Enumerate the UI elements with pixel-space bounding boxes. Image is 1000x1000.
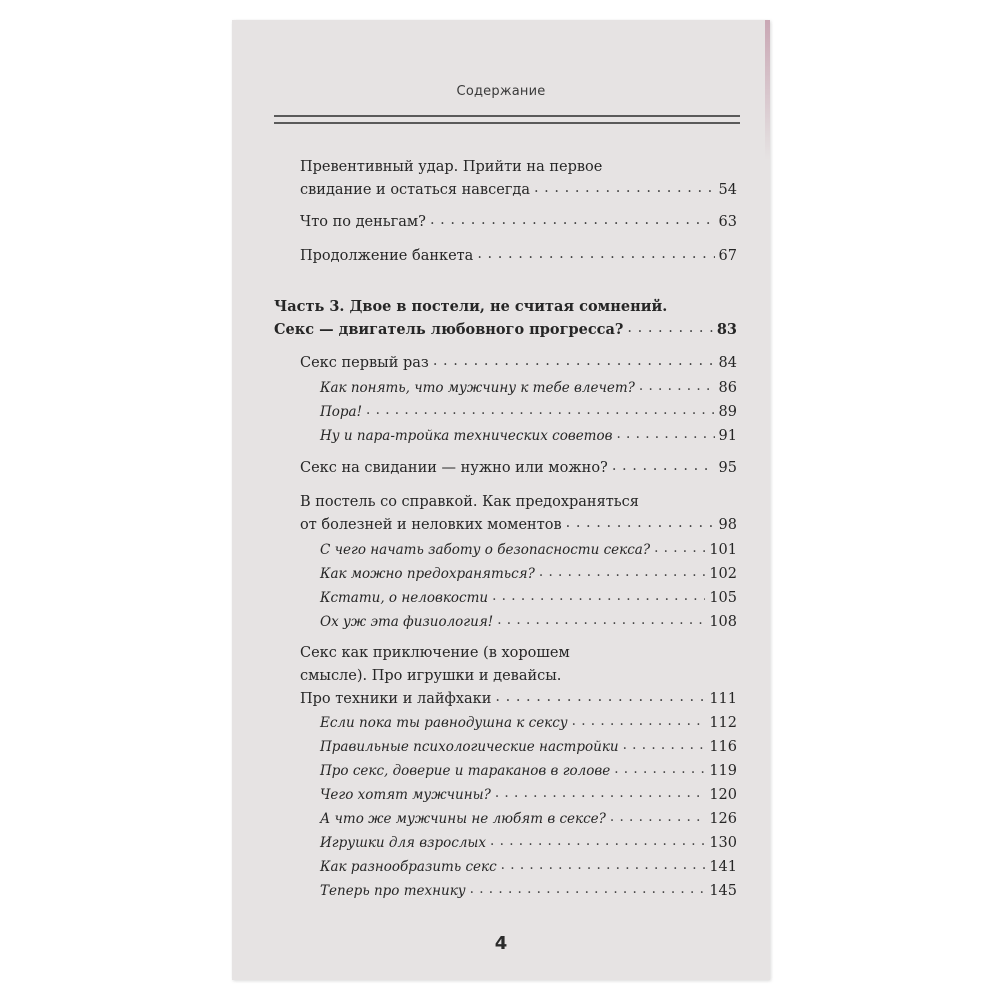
toc-entry-title: Правильные психологические настройки [320,739,619,755]
leader-dots [430,213,715,228]
leader-dots [654,542,705,556]
toc-subentry [320,855,737,879]
toc-entry-title: Как понять, что мужчину к тебе влечет? [320,380,635,396]
toc-entry-title-line: Часть 3. Двое в постели, не считая сомнений. [274,298,668,315]
toc-subentry [320,807,737,831]
toc-subentry [320,424,737,448]
toc-subentry [320,610,737,634]
toc-entry-title-line: Превентивный удар. Прийти на первое [300,159,603,175]
toc-subentry [320,879,737,903]
toc-subentry [320,831,737,855]
toc-entry-title: Про секс, доверие и тараканов в голове [320,763,611,779]
toc-subentry [320,759,737,783]
toc-page-number: 101 [709,542,737,558]
leader-dots [477,247,714,262]
toc-page-number: 84 [718,355,737,371]
leader-dots [495,787,705,801]
toc-entry-title: Секс на свидании — нужно или можно? [300,460,608,476]
toc-entry-title-line: В постель со справкой. Как предохраняться [300,494,639,510]
toc-entry [300,642,737,711]
toc-part-heading [274,295,737,341]
toc-entry [300,352,737,375]
toc-entry-title: Что по деньгам? [300,214,426,230]
toc-subentry [320,783,737,807]
toc-page-number: 98 [718,517,737,533]
leader-dots [492,590,705,604]
toc-subentry [320,711,737,735]
toc-page-number: 120 [709,787,737,803]
toc-page-number: 54 [718,182,737,198]
toc-page-number: 102 [709,566,737,582]
leader-dots [497,614,705,628]
toc-page-number: 141 [709,859,737,875]
toc-subentry [320,538,737,562]
toc-entry-title: Секс первый раз [300,355,429,371]
leader-dots [539,566,705,580]
leader-dots [610,811,705,825]
leader-dots [639,380,715,394]
leader-dots [627,321,712,336]
toc-page-number: 63 [718,214,737,230]
toc-page-number: 116 [709,739,737,755]
toc-page-number: 112 [709,715,737,731]
toc-entry-title: Если пока ты равнодушна к сексу [320,715,568,731]
toc-entry-title-line: смысле). Про игрушки и девайсы. [300,668,562,684]
toc-entry-title: от болезней и неловких моментов [300,517,562,533]
running-head: Содержание [456,84,546,99]
toc-subentry [320,376,737,400]
leader-dots [470,883,706,897]
toc-subentry [320,735,737,759]
toc-entry [300,491,737,537]
toc-page-number: 108 [709,614,737,630]
leader-dots [623,739,706,753]
toc-entry-title: Кстати, о неловкости [320,590,489,606]
toc-entry-title: Как можно предохраняться? [320,566,535,582]
toc-entry-title: Игрушки для взрослых [320,835,487,851]
toc-entry-title: Как разнообразить секс [320,859,497,875]
toc-page-number: 91 [718,428,737,444]
leader-dots [572,715,706,729]
leader-dots [534,181,715,196]
toc-entry-title: Пора! [320,404,363,420]
leader-dots [614,763,705,777]
leader-dots [501,859,706,873]
toc-entry [300,156,737,202]
toc-entry [300,211,737,234]
toc-page-number: 119 [709,763,737,779]
table-of-contents [232,20,770,980]
toc-entry-title: свидание и остаться навсегда [300,182,530,198]
toc-entry-title-line: Секс как приключение (в хорошем [300,645,570,661]
toc-page-number: 105 [709,590,737,606]
toc-page-number: 111 [709,691,737,707]
leader-dots [612,459,715,474]
toc-entry-title: Секс — двигатель любовного прогресса? [274,321,624,338]
book-page [232,20,770,980]
toc-page-number: 130 [709,835,737,851]
toc-page-number: 95 [718,460,737,476]
toc-page-number: 126 [709,811,737,827]
toc-page-number: 86 [718,380,737,396]
toc-subentry [320,400,737,424]
toc-entry-title: Теперь про технику [320,883,466,899]
toc-entry-title: С чего начать заботу о безопасности секса? [320,542,651,558]
toc-page-number: 83 [716,321,737,338]
leader-dots [490,835,705,849]
toc-entry-title: Продолжение банкета [300,248,474,264]
toc-entry-title: А что же мужчины не любят в сексе? [320,811,606,827]
toc-page-number: 89 [718,404,737,420]
toc-entry-title: Чего хотят мужчины? [320,787,491,803]
toc-page-number: 67 [718,248,737,264]
leader-dots [495,690,705,705]
toc-subentry [320,586,737,610]
leader-dots [566,516,715,531]
toc-entry [300,245,737,268]
toc-entry-title: Про техники и лайфхаки [300,691,492,707]
leader-dots [616,428,714,442]
toc-entry-title: Ох уж эта физиология! [320,614,494,630]
toc-entry [300,457,737,480]
toc-subentry [320,562,737,586]
leader-dots [433,354,715,369]
toc-entry-title: Ну и пара-тройка технических советов [320,428,613,444]
toc-page-number: 145 [709,883,737,899]
page-number: 4 [494,933,508,954]
leader-dots [366,404,715,418]
